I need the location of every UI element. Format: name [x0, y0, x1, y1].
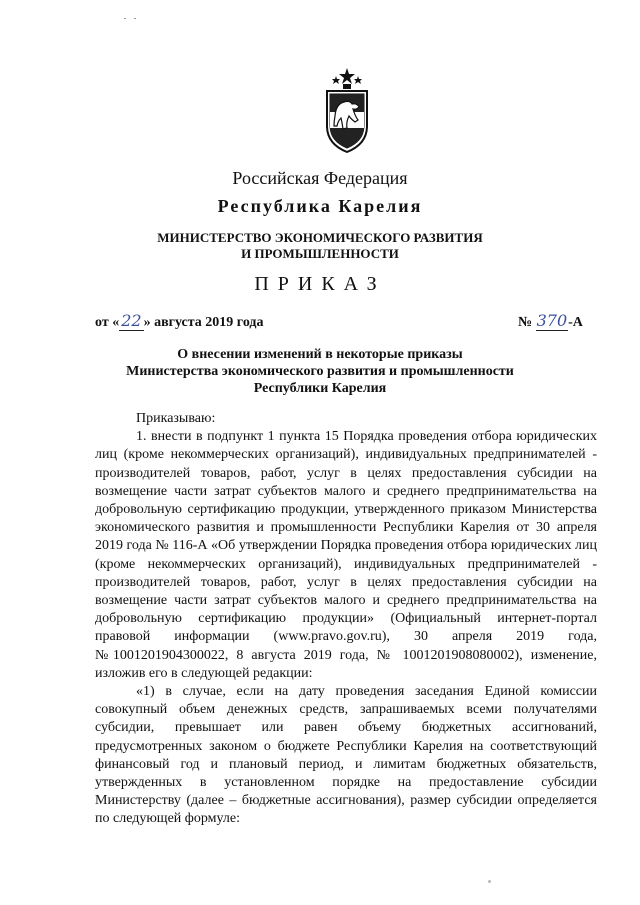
karelia-coat-of-arms-icon — [322, 66, 372, 154]
date-prefix: от « — [95, 315, 120, 330]
order-directive: Приказываю: — [136, 411, 216, 426]
paragraph-2: «1) в случае, если на дату проведения заседания Единой комиссии совокупный объем денежных средств, запрашиваемых всеми получателями субсидии, превышает или равен объему бюджетных ассигнований, предусмотренных законом о бюджете Республики Карелия на соответствующий финансовый год и плановый период, и лимитам бюджетных обязательств, утвержденных в установленном порядке на предоставление субсидии Министерству (далее – бюджетные ассигнования), размер субсидии определяется по следующей формуле: — [95, 684, 597, 827]
scan-speck — [488, 880, 491, 883]
scan-speck — [134, 18, 136, 19]
number-suffix: -А — [568, 315, 583, 330]
subject-line-3: Республики Карелия — [253, 381, 387, 396]
handwritten-day: 22 — [121, 311, 142, 330]
paragraph-1: 1. внести в подпункт 1 пункта 15 Порядка проведения отбора юридических лиц (кроме некоммерческих организаций), индивидуальных предпринимателей - производителей товаров, работ, услуг в целях предоставления субсидии на возмещение части затрат субъектов малого и среднего предпринимательства на добровольную сертификацию продукции, утвержденного приказом Министерства экономического развития и промышленности Республики Карелия от 30 апреля 2019 года № 116-А «Об утверждении Порядка проведения отбора юридических лиц (кроме некоммерческих организаций), индивидуальных предпринимателей - производителей товаров, работ, услуг в целях предоставления субсидии на возмещение части затрат субъектов малого и среднего предпринимательства на добровольную сертификацию продукции» (Официальный интернет-портал правовой информации (www.pravo.gov.ru), 30 апреля 2019 года, №1001201904300022, 8 августа 2019 года, № 1001201908080002), изменение, изложив его в следующей редакции: — [95, 429, 597, 681]
number-prefix: № — [518, 315, 533, 330]
federation-title: Российская Федерация — [232, 168, 408, 188]
document-type-heading: ПРИКАЗ — [254, 273, 386, 295]
ministry-name-line2: И ПРОМЫШЛЕННОСТИ — [241, 246, 399, 261]
date-suffix: » августа 2019 года — [143, 315, 264, 330]
order-body — [95, 410, 597, 829]
subject-line-1: О внесении изменений в некоторые приказы — [177, 347, 463, 362]
subject-line-2: Министерства экономического развития и промышленности — [126, 364, 514, 379]
republic-title: Республика Карелия — [217, 196, 423, 216]
ministry-name-line1: МИНИСТЕРСТВО ЭКОНОМИЧЕСКОГО РАЗВИТИЯ — [157, 230, 483, 245]
scan-speck — [124, 18, 126, 19]
handwritten-number: 370 — [536, 311, 568, 330]
order-number — [518, 311, 583, 331]
order-date — [95, 311, 264, 331]
